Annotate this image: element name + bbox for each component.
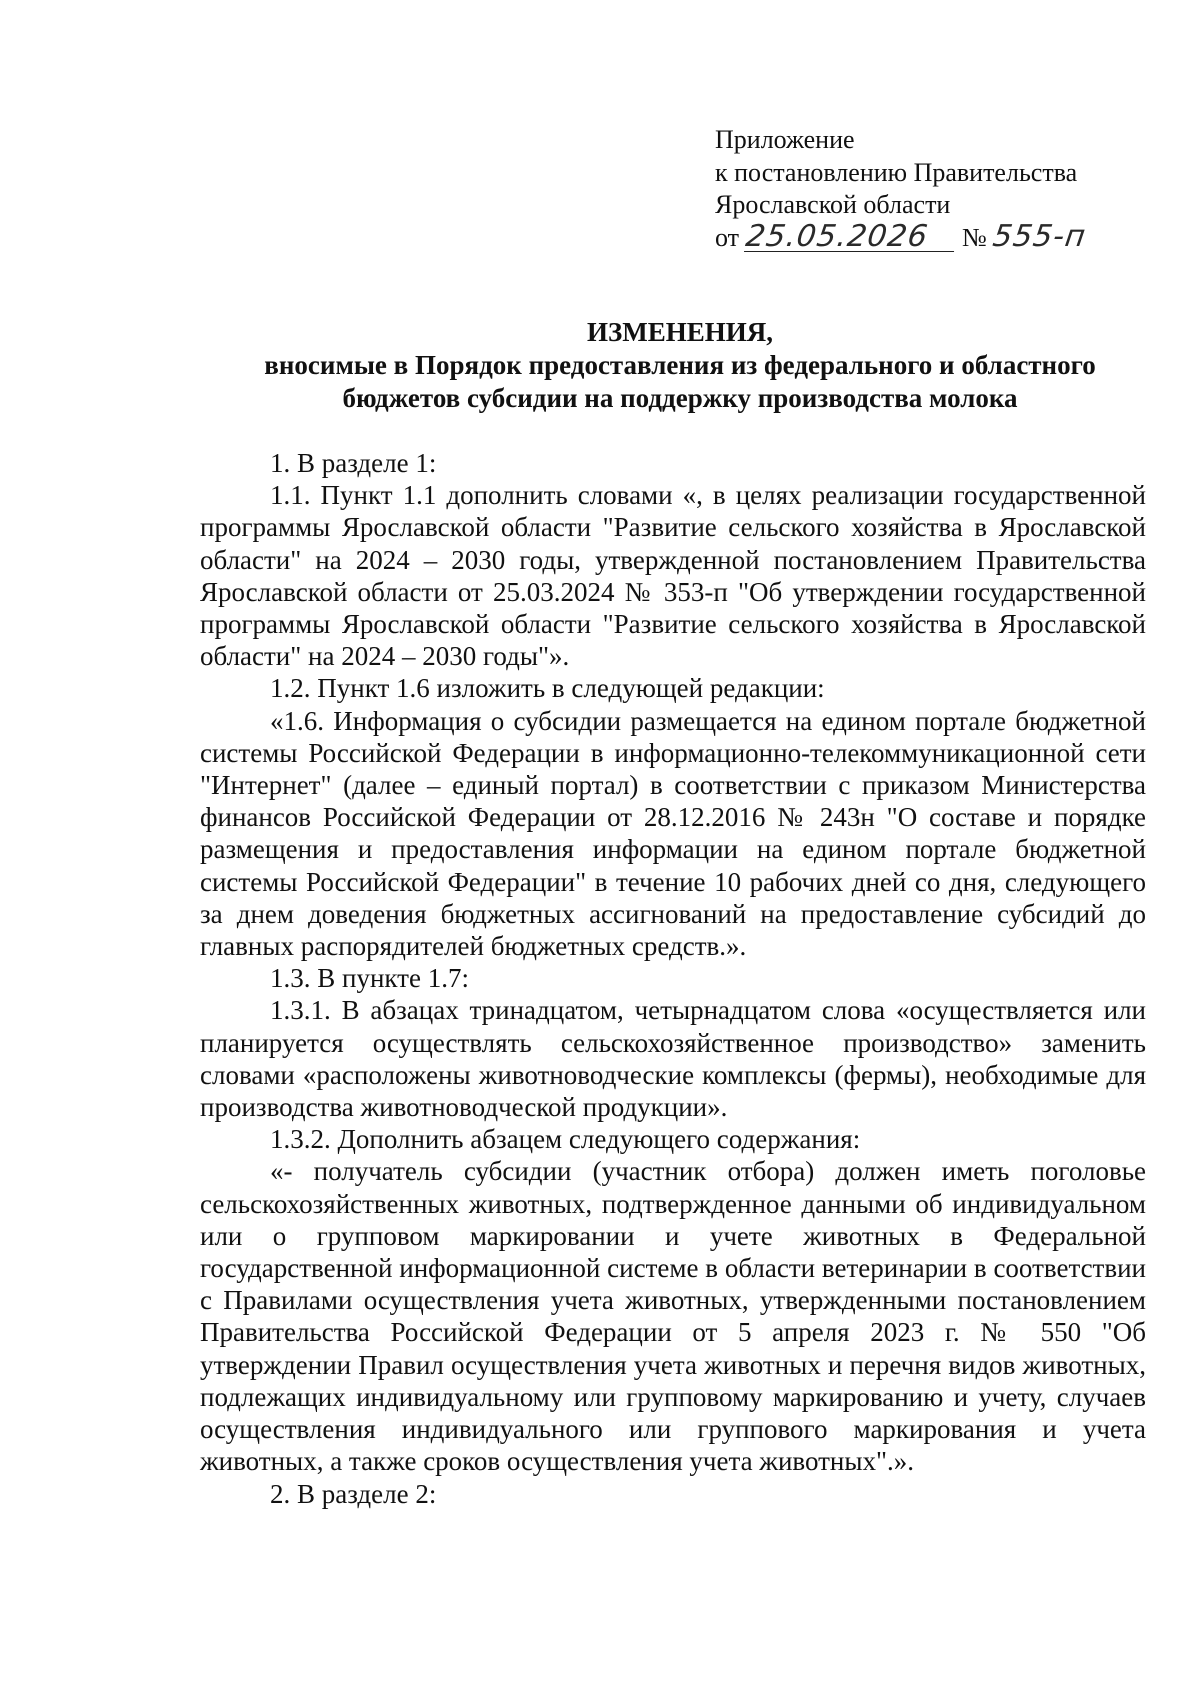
from-label: от [715,222,740,252]
title-sub-1: вносимые в Порядок предоставления из федерального и областного [264,350,1096,380]
date-number-row [715,218,1155,255]
handwritten-date: 25.05.2026 [743,223,957,252]
paragraph-section-1: 1. В разделе 1: [270,448,437,478]
decree-reference: к постановлению Правительства [715,157,1078,187]
paragraph-1-3: 1.3. В пункте 1.7: [270,963,469,994]
paragraph-1-3-2: 1.3.2. Дополнить абзацем следующего содержания: [270,1124,861,1155]
region-name: Ярославской области [715,190,951,219]
paragraph-1-2: 1.2. Пункт 1.6 изложить в следующей редакции: [270,673,825,704]
number-label: № [962,222,987,252]
paragraph-section-2: 2. В разделе 2: [270,1478,437,1509]
title-main: ИЗМЕНЕНИЯ, [586,317,773,347]
paragraph-new-abzac: «- получатель субсидии (участник отбора) должен иметь поголовье сельскохозяйственных животных, подтвержденное данными об индивидуальном или о групповом маркировании и учете животных в Федеральной государственной информационной системе в области ветеринарии в соответствии с Правилами осуществления учета животных, утвержденными постановлением Правительства Российской Федерации от 5 апреля 2023 г. № 550 "Об утверждении Правил осуществления учета животных и перечня видов животных, подлежащих индивидуальному или групповому маркированию и учету, случаев осуществления индивидуального или группового маркирования и учета животных, а также сроков осуществления учета животных".». [200,1156,1146,1477]
paragraph-1-3-1: 1.3.1. В абзацах тринадцатом, четырнадцатом слова «осуществляется или планируется осуществлять сельскохозяйственное производство» заменить словами «расположены животноводческие комплексы (фермы), необходимые для производства животноводческой продукции». [200,995,1146,1123]
paragraph-1-6-text: «1.6. Информация о субсидии размещается на едином портале бюджетной системы Российской Федерации в информационно-телекоммуникационной сети "Интернет" (далее – единый портал) в соответствии с приказом Министерства финансов Российской Федерации от 28.12.2016 № 243н "О составе и порядке размещения и предоставления информации на едином портале бюджетной системы Российской Федерации" в течение 10 рабочих дней со дня, следующего за днем доведения бюджетных ассигнований на предоставление субсидий до главных распорядителей бюджетных средств.». [200,705,1146,962]
appendix-header [715,124,1155,254]
paragraph-1-1: 1.1. Пункт 1.1 дополнить словами «, в целях реализации государственной программы Ярославской области "Развитие сельского хозяйства в Ярославской области" на 2024 – 2030 годы, утвержденной постановлением Правительства Ярославской области от 25.03.2024 № 353-п "Об утверждении государственной программы Ярославской области "Развитие сельского хозяйства в Ярославской области" на 2024 – 2030 годы"». [200,480,1146,672]
title-sub-2: бюджетов субсидии на поддержку производства молока [342,383,1018,413]
document-body [200,447,1146,1510]
handwritten-number: 555-п [990,218,1089,254]
appendix-label: Приложение [715,125,855,154]
document-title [200,316,1160,415]
